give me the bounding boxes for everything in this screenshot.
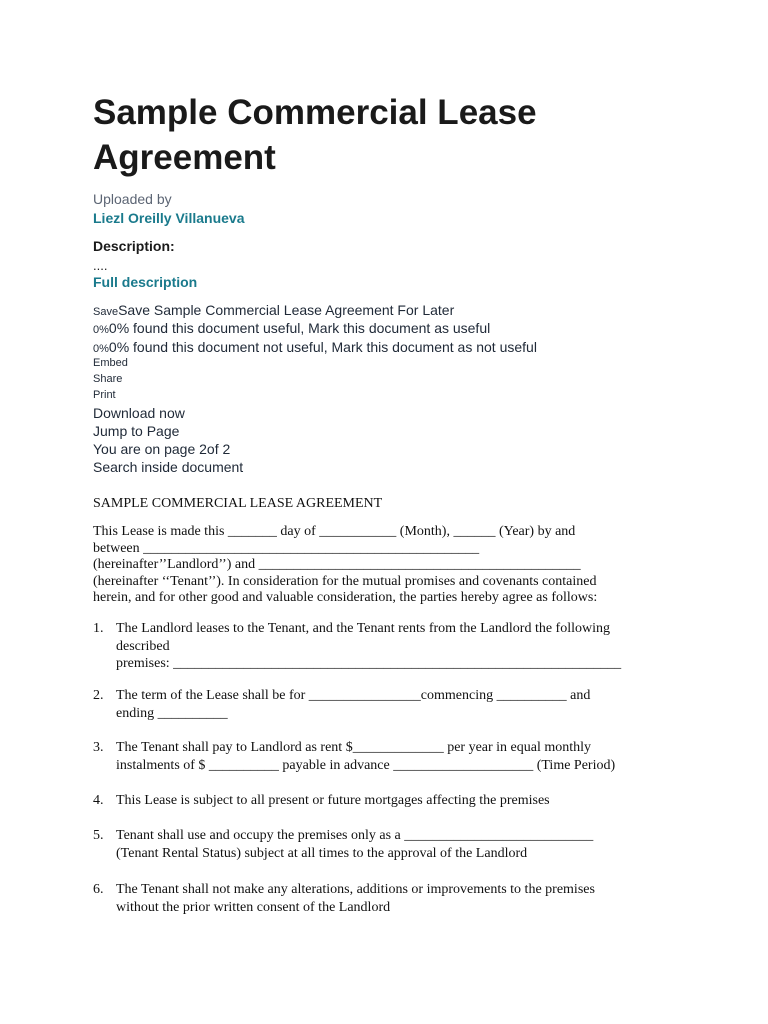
- thumbs-down-icon-label: 0%: [93, 343, 109, 355]
- full-description-link[interactable]: Full description: [93, 274, 198, 290]
- clause-line: (Tenant Rental Status) subject at all times to the approval of the Landlord: [116, 845, 528, 861]
- intro-line: (hereinafter ‘‘Tenant’’). In consideration for the mutual promises and covenants contained: [93, 573, 597, 589]
- clause-number: 4.: [93, 793, 104, 808]
- jump-to-page-link[interactable]: Jump to Page: [93, 423, 180, 439]
- uploader-link[interactable]: Liezl Oreilly Villanueva: [93, 210, 245, 226]
- intro-line: (hereinafter’’Landlord’’) and ______________________________________________: [93, 557, 581, 572]
- useful-label: 0% found this document useful, Mark this document as useful: [108, 320, 491, 336]
- document-heading: SAMPLE COMMERCIAL LEASE AGREEMENT: [93, 496, 383, 511]
- clause-line: The Tenant shall not make any alterations, additions or improvements to the premises: [116, 882, 595, 897]
- download-button[interactable]: Download now: [93, 405, 185, 421]
- clause-line: The Landlord leases to the Tenant, and the Tenant rents from the Landlord the following: [116, 621, 610, 636]
- print-button[interactable]: Print: [93, 389, 116, 401]
- clause-number: 5.: [93, 828, 104, 843]
- thumbs-up-icon-label: 0%: [93, 324, 109, 336]
- intro-line: This Lease is made this _______ day of ___________ (Month), ______ (Year) by and: [93, 524, 576, 539]
- clause-number: 6.: [93, 882, 104, 897]
- clause-line: premises: ________________________________________________________________: [116, 656, 622, 671]
- page-title: Sample Commercial Lease Agreement: [93, 93, 537, 177]
- save-icon-label: Save: [93, 306, 119, 318]
- clause-number: 1.: [93, 621, 104, 636]
- clause-number: 3.: [93, 740, 104, 755]
- search-document-link[interactable]: Search inside document: [93, 459, 244, 475]
- intro-line: between ________________________________________________: [93, 540, 480, 556]
- share-button[interactable]: Share: [93, 373, 123, 385]
- page-status: You are on page 2of 2: [93, 441, 231, 457]
- mark-useful-button[interactable]: [93, 320, 490, 336]
- clause-line: described: [116, 638, 170, 654]
- not-useful-label: 0% found this document not useful, Mark this document as not useful: [108, 339, 537, 355]
- save-button[interactable]: [93, 302, 454, 318]
- clause-line: This Lease is subject to all present or future mortgages affecting the premises: [116, 793, 550, 808]
- clause-line: The Tenant shall pay to Landlord as rent $_____________ per year in equal monthly: [116, 740, 592, 755]
- clause-line: Tenant shall use and occupy the premises only as a ___________________________: [116, 828, 594, 843]
- description-label: Description:: [93, 238, 175, 254]
- description-text: ....: [93, 258, 108, 273]
- mark-not-useful-button[interactable]: [93, 339, 537, 355]
- save-label: Save Sample Commercial Lease Agreement For Later: [118, 302, 455, 318]
- clause-number: 2.: [93, 688, 104, 703]
- intro-paragraph: [93, 524, 663, 607]
- clause-line: without the prior written consent of the Landlord: [116, 899, 391, 915]
- clause-line: instalments of $ __________ payable in advance ____________________ (Time Period): [116, 757, 616, 773]
- embed-button[interactable]: Embed: [93, 357, 128, 369]
- clause-line: ending __________: [116, 705, 228, 721]
- uploaded-by-label: Uploaded by: [93, 191, 172, 207]
- clause-line: The term of the Lease shall be for ________________commencing __________ and: [116, 688, 591, 703]
- intro-line: herein, and for other good and valuable consideration, the parties hereby agree as follows:: [93, 590, 598, 605]
